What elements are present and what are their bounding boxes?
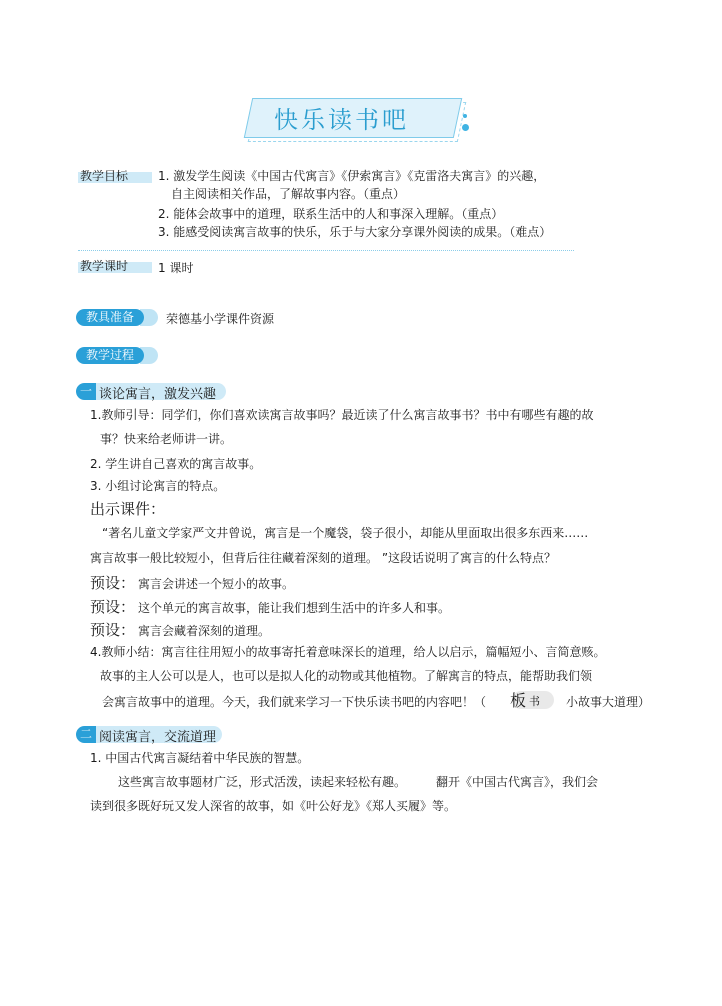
summary-line: 故事的主人公可以是人，也可以是拟人化的动物或其他植物。了解寓言的特点，能帮助我们领 [100, 669, 593, 683]
section1-line: 3. 小组讨论寓言的特点。 [90, 479, 226, 493]
goals-label: 教学目标 [80, 169, 129, 183]
section1-number: 一 [76, 383, 96, 400]
goal-item: 3. 能感受阅读寓言故事的快乐，乐于与大家分享课外阅读的成果。（难点） [158, 225, 552, 239]
hours-label: 教学课时 [80, 259, 129, 273]
quote-line: “著名儿童文学家严文井曾说，寓言是一个魔袋，袋子很小，却能从里面取出很多东西来…… [102, 526, 589, 540]
decor-bubble-icon [463, 114, 467, 118]
banshu-big: 板 [510, 691, 527, 710]
decor-bubble-icon [462, 124, 469, 131]
tools-value: 荣德基小学课件资源 [166, 312, 275, 326]
courseware-label: 出示课件： [90, 500, 166, 518]
section2-line: 1. 中国古代寓言凝结着中华民族的智慧。 [90, 751, 310, 765]
process-label: 教学过程 [76, 347, 144, 364]
preset-text: 寓言会讲述一个短小的故事。 [138, 577, 295, 591]
section1-line: 事？快来给老师讲一讲。 [100, 432, 233, 446]
page-title: 快乐读书吧 [274, 106, 409, 134]
section1-line: 1.教师引导：同学们，你们喜欢读寓言故事吗？最近读了什么寓言故事书？书中有哪些有趣的故 [90, 408, 594, 422]
section2-title: 阅读寓言，交流道理 [99, 730, 217, 745]
summary-line: 4.教师小结：寓言往往用短小的故事寄托着意味深长的道理，给人以启示，篇幅短小、言简意赅。 [90, 645, 606, 659]
preset-label: 预设： [90, 598, 136, 616]
hours-value: 1 课时 [158, 261, 194, 275]
quote-line: 寓言故事一般比较短小，但背后往往藏着深刻的道理。 ”这段话说明了寓言的什么特点？ [90, 551, 557, 565]
section1-line: 2. 学生讲自己喜欢的寓言故事。 [90, 457, 262, 471]
section2-line: 读到很多既好玩又发人深省的故事，如《叶公好龙》《郑人买履》等。 [90, 799, 457, 813]
banshu-small: 书 [529, 695, 540, 708]
preset-label: 预设： [90, 621, 136, 639]
goal-item: 自主阅读相关作品，了解故事内容。（重点） [171, 187, 406, 201]
preset-text: 这个单元的寓言故事，能让我们想到生活中的许多人和事。 [138, 601, 451, 615]
section2-number: 二 [76, 726, 96, 743]
section1-title: 谈论寓言，激发兴趣 [99, 387, 217, 402]
preset-label: 预设： [90, 574, 136, 592]
section2-line: 翻开《中国古代寓言》，我们会 [436, 775, 599, 789]
preset-text: 寓言会藏着深刻的道理。 [138, 624, 271, 638]
banshu-text: 小故事大道理） [566, 695, 651, 709]
tools-label: 教具准备 [76, 309, 144, 326]
goal-item: 2. 能体会故事中的道理，联系生活中的人和事深入理解。（重点） [158, 207, 504, 221]
section2-line: 这些寓言故事题材广泛，形式活泼，读起来轻松有趣。 [118, 775, 407, 789]
summary-line: 会寓言故事中的道理。今天，我们就来学习一下快乐读书吧的内容吧！（ [102, 695, 487, 709]
goal-item: 1. 激发学生阅读《中国古代寓言》《伊索寓言》《克雷洛夫寓言》的兴趣， [158, 169, 546, 183]
divider [78, 250, 574, 251]
